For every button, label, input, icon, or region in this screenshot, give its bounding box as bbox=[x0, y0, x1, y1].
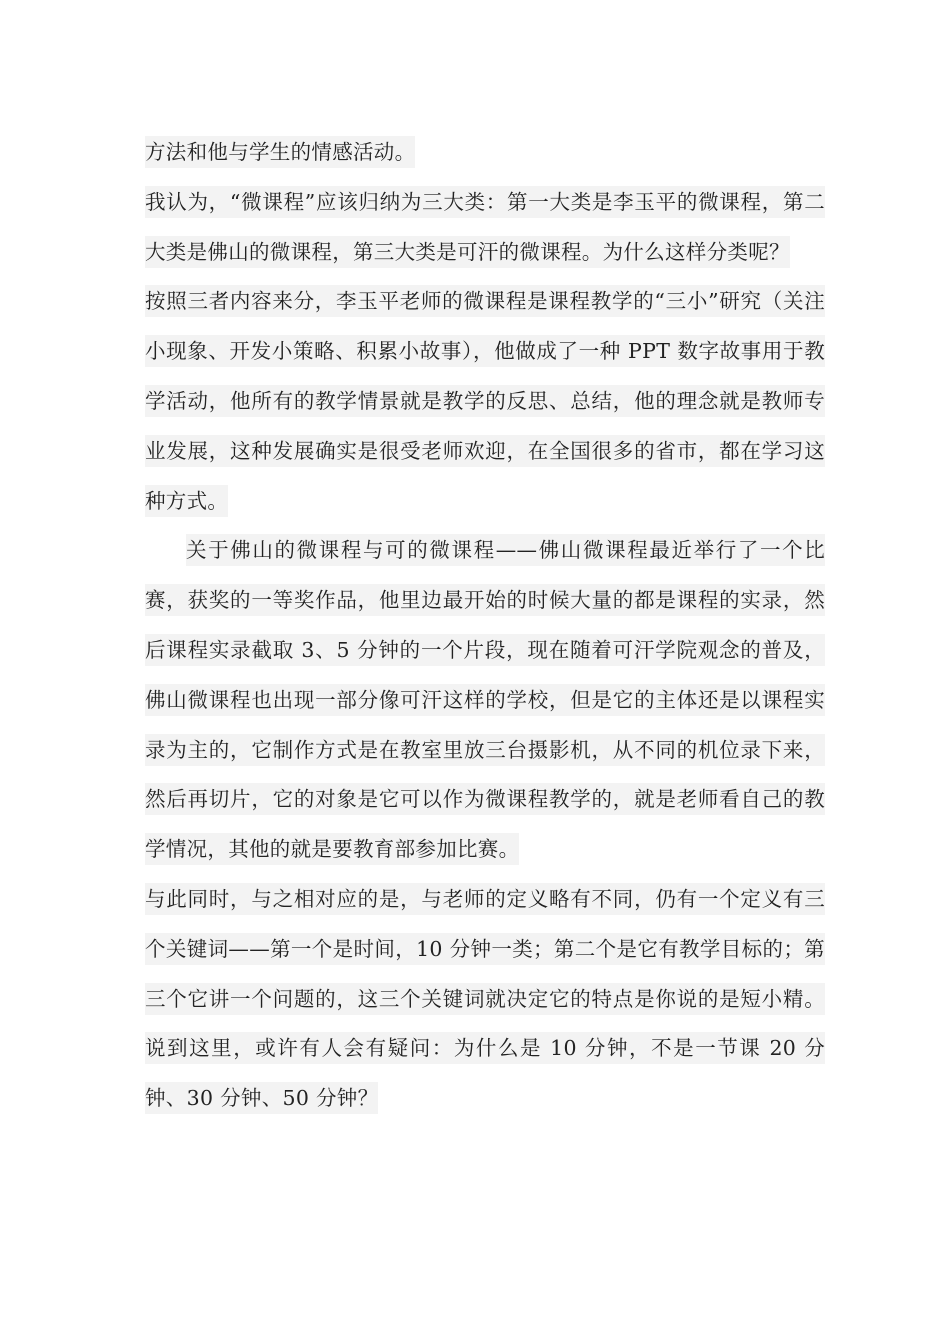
paragraph-5 bbox=[145, 875, 825, 1124]
paragraph-2-text: 我认为，“微课程”应该归纳为三大类：第一大类是李玉平的微课程，第二大类是佛山的微课程，第三大类是可汗的微课程。为什么这样分类呢？ bbox=[145, 186, 825, 268]
document-body bbox=[145, 128, 825, 1124]
paragraph-1 bbox=[145, 128, 825, 178]
paragraph-3 bbox=[145, 277, 825, 526]
paragraph-4 bbox=[145, 526, 825, 875]
paragraph-3-text: 按照三者内容来分，李玉平老师的微课程是课程教学的“三小”研究（关注小现象、开发小策略、积累小故事），他做成了一种 PPT 数字故事用于教学活动，他所有的教学情景就是教学的反思、总结，他的理念就是教师专业发展，这种发展确实是很受老师欢迎，在全国很多的省市，都在学习这种方式。 bbox=[145, 285, 825, 516]
paragraph-5-text: 与此同时，与之相对应的是，与老师的定义略有不同，仍有一个定义有三个关键词——第一个是时间，10 分钟一类；第二个是它有教学目标的；第三个它讲一个问题的，这三个关键词就决定它的特点是你说的是短小精。说到这里，或许有人会有疑问：为什么是 10 分钟，不是一节课 20 分钟、30 分钟、50 分钟？ bbox=[145, 883, 825, 1114]
paragraph-2 bbox=[145, 178, 825, 278]
paragraph-1-text: 方法和他与学生的情感活动。 bbox=[145, 136, 415, 168]
paragraph-4-text: 关于佛山的微课程与可的微课程——佛山微课程最近举行了一个比赛，获奖的一等奖作品，他里边最开始的时候大量的都是课程的实录，然后课程实录截取 3、5 分钟的一个片段，现在随着可汗学院观念的普及，佛山微课程也出现一部分像可汗这样的学校，但是它的主体还是以课程实录为主的，它制作方式是在教室里放三台摄影机，从不同的机位录下来，然后再切片，它的对象是它可以作为微课程教学的，就是老师看自己的教学情况，其他的就是要教育部参加比赛。 bbox=[145, 534, 825, 865]
